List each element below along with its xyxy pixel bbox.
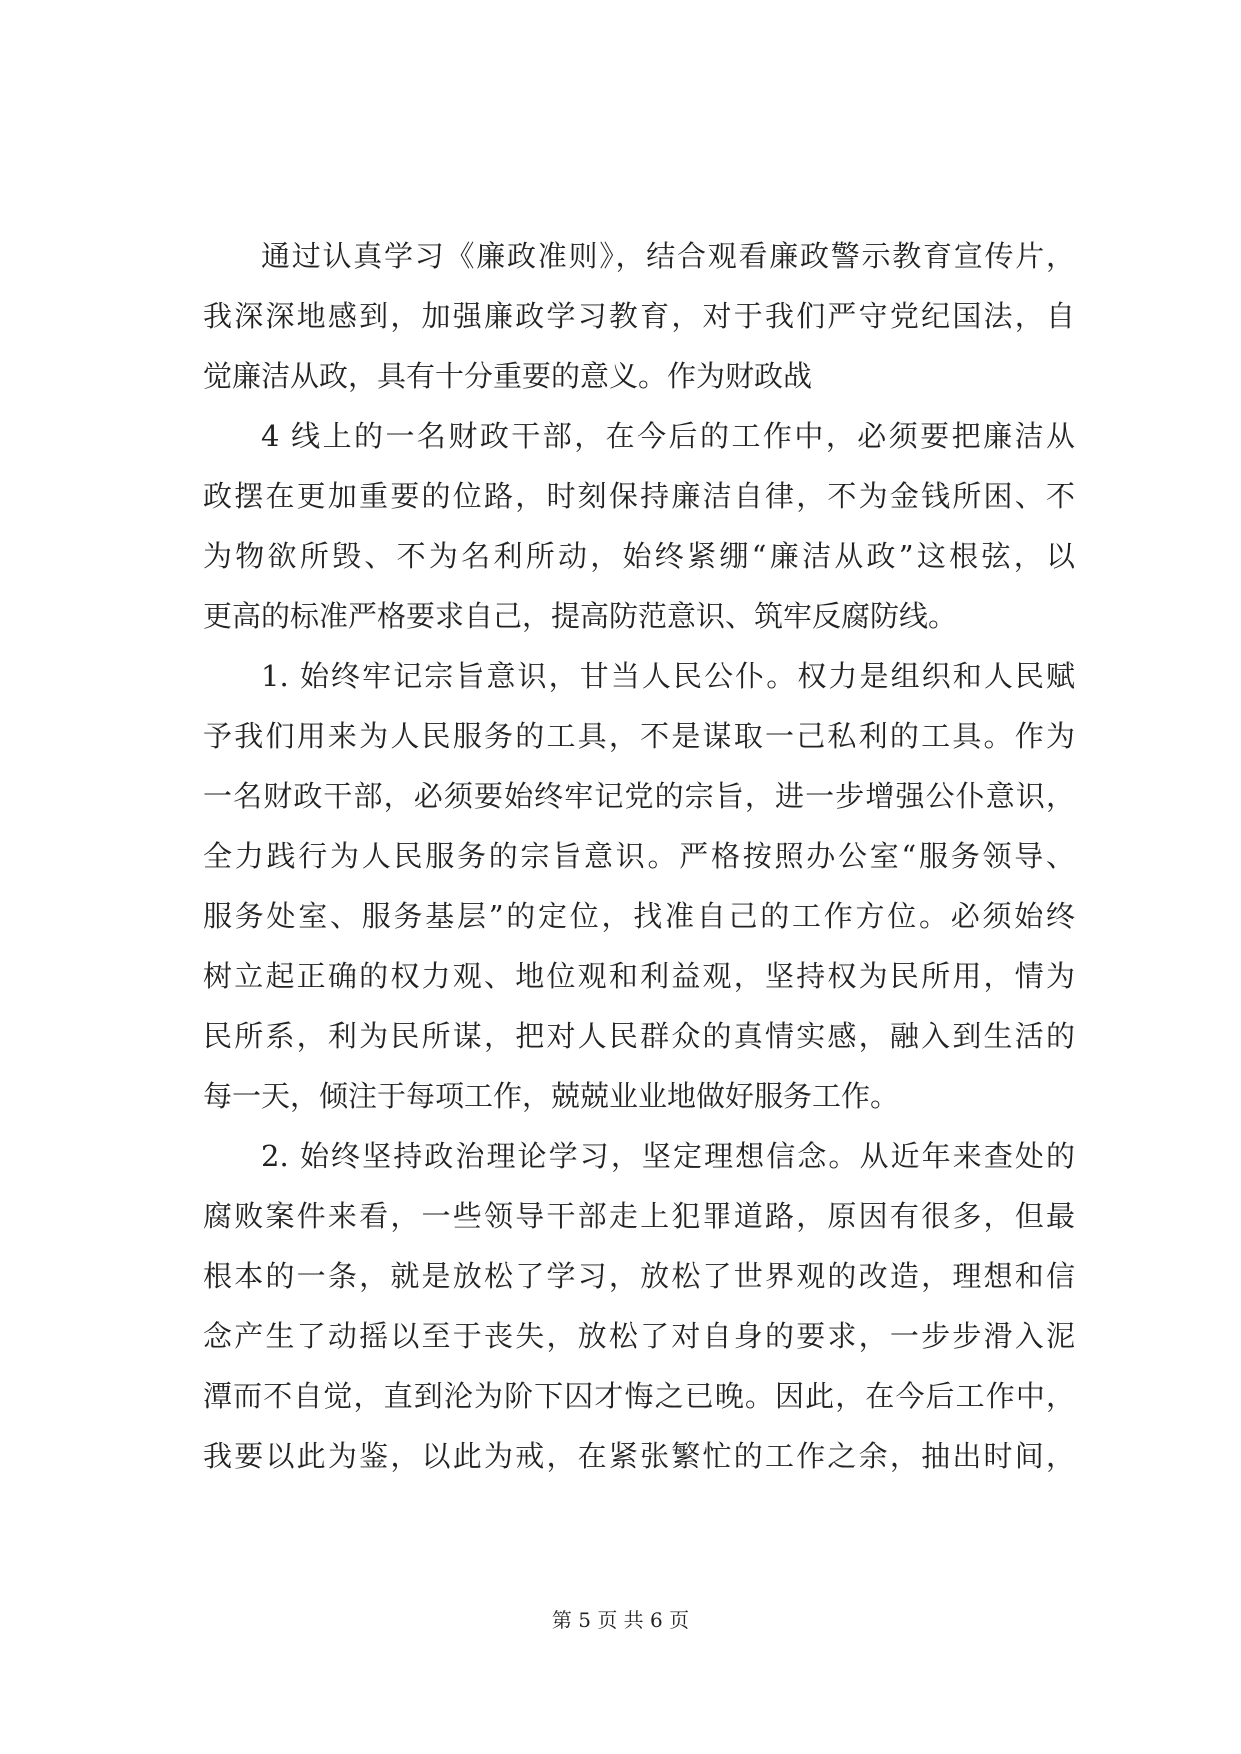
- body-line: 我要以此为鉴，以此为戒，在紧张繁忙的工作之余，抽出时间，: [203, 1439, 1075, 1473]
- body-line: 念产生了动摇以至于丧失，放松了对自身的要求，一步步滑入泥: [203, 1319, 1075, 1353]
- body-line: 4 线上的一名财政干部，在今后的工作中，必须要把廉洁从: [261, 419, 1075, 453]
- body-line: 一名财政干部，必须要始终牢记党的宗旨，进一步增强公仆意识，: [203, 779, 1075, 813]
- body-line: 2. 始终坚持政治理论学习，坚定理想信念。从近年来查处的: [261, 1139, 1075, 1173]
- body-line: 腐败案件来看，一些领导干部走上犯罪道路，原因有很多，但最: [203, 1199, 1075, 1233]
- body-line: 更高的标准严格要求自己，提高防范意识、筑牢反腐防线。: [203, 599, 958, 633]
- body-line: 为物欲所毁、不为名利所动，始终紧绷“廉洁从政”这根弦，以: [203, 539, 1075, 573]
- document-body: [203, 226, 1075, 1486]
- body-line: 政摆在更加重要的位路，时刻保持廉洁自律，不为金钱所困、不: [203, 479, 1075, 513]
- body-line: 每一天，倾注于每项工作，兢兢业业地做好服务工作。: [203, 1079, 900, 1113]
- body-line: 全力践行为人民服务的宗旨意识。严格按照办公室“服务领导、: [203, 839, 1075, 873]
- body-line: 通过认真学习《廉政准则》，结合观看廉政警示教育宣传片，: [261, 239, 1075, 273]
- body-line: 予我们用来为人民服务的工具，不是谋取一己私利的工具。作为: [203, 719, 1075, 753]
- body-line: 1. 始终牢记宗旨意识，甘当人民公仆。权力是组织和人民赋: [261, 659, 1075, 693]
- body-line: 服务处室、服务基层”的定位，找准自己的工作方位。必须始终: [203, 899, 1075, 933]
- body-line: 潭而不自觉，直到沦为阶下囚才悔之已晚。因此，在今后工作中，: [203, 1379, 1075, 1413]
- body-line: 民所系，利为民所谋，把对人民群众的真情实感，融入到生活的: [203, 1019, 1075, 1053]
- body-line: 觉廉洁从政，具有十分重要的意义。作为财政战: [203, 359, 813, 393]
- page-number-footer: 第 5 页 共 6 页: [551, 1608, 690, 1632]
- body-line: 根本的一条，就是放松了学习，放松了世界观的改造，理想和信: [203, 1259, 1075, 1293]
- body-line: 我深深地感到，加强廉政学习教育，对于我们严守党纪国法，自: [203, 299, 1075, 333]
- body-line: 树立起正确的权力观、地位观和利益观，坚持权为民所用，情为: [203, 959, 1075, 993]
